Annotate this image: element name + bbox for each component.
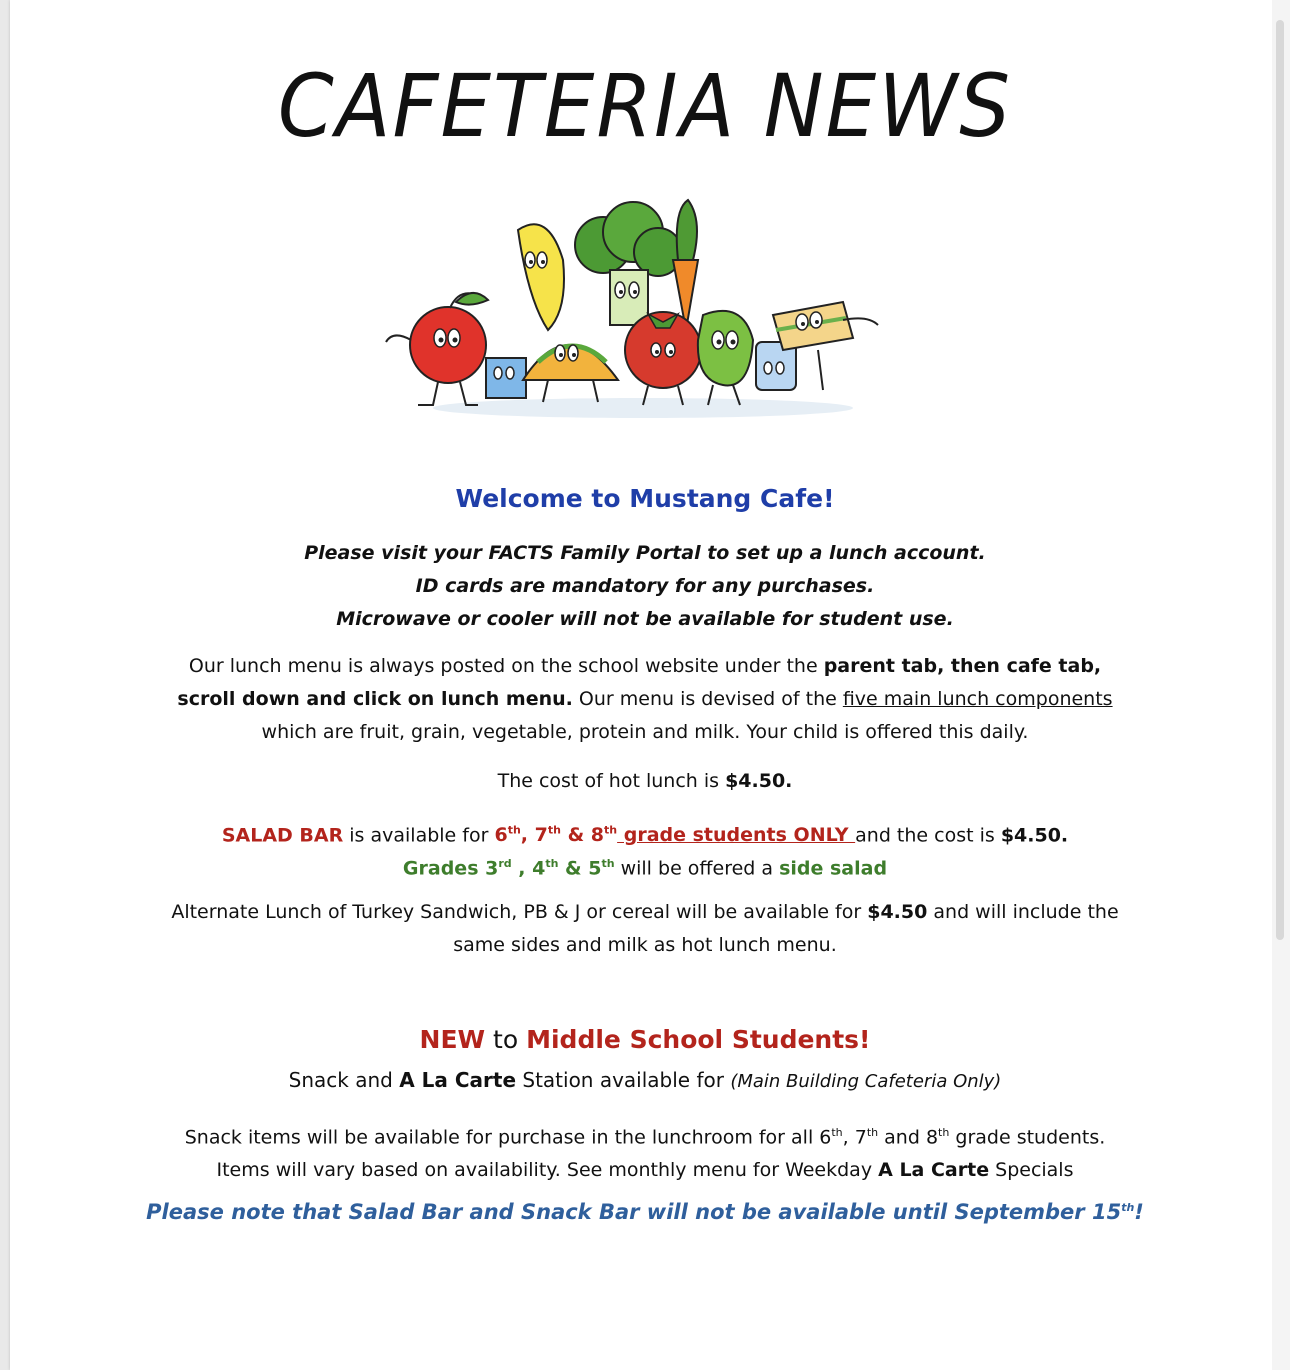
- a-la-carte-label: A La Carte: [399, 1068, 517, 1092]
- grade-suffix: th: [938, 1126, 950, 1139]
- alternate-price: $4.50: [867, 901, 928, 923]
- main-building-note: (Main Building Cafeteria Only): [730, 1071, 1002, 1092]
- middle-school-label: Middle School Students!: [526, 1025, 871, 1054]
- snack-items-text-6: Specials: [989, 1159, 1074, 1182]
- grade-suffix: th: [831, 1126, 843, 1139]
- availability-text: Please note that Salad Bar and Snack Bar will not be available until September 15: [146, 1200, 1122, 1224]
- side-text: will be offered a: [614, 857, 780, 880]
- new-heading: [0, 1025, 1290, 1054]
- menu-text: Our lunch menu is always posted on the school website under the: [188, 655, 824, 677]
- a-la-carte-label: A La Carte: [878, 1159, 990, 1182]
- menu-bold-instruction: scroll down and click on lunch menu.: [177, 688, 573, 710]
- grade-suffix: th: [547, 824, 561, 837]
- menu-text-devised: Our menu is devised of the: [572, 688, 843, 710]
- snack-items-text-3: and 8: [878, 1126, 939, 1149]
- grade-students-only: grade students ONLY: [617, 824, 856, 847]
- menu-bold-location: parent tab, then cafe tab,: [823, 655, 1102, 677]
- alternate-text: Alternate Lunch of Turkey Sandwich, PB & J or cereal will be available for: [171, 901, 868, 923]
- welcome-heading: Welcome to Mustang Cafe!: [455, 484, 835, 513]
- snack-items-text: Snack items will be available for purchase in the lunchroom for all 6: [184, 1126, 832, 1149]
- hot-lunch-cost: [0, 765, 1290, 798]
- menu-components-text: which are fruit, grain, vegetable, protein and milk. Your child is offered this daily.: [261, 721, 1029, 743]
- page-title: CAFETERIA NEWS: [277, 56, 1013, 157]
- salad-bar-label: SALAD BAR: [221, 824, 344, 847]
- grade-8: 8: [590, 824, 605, 847]
- cost-label: The cost of hot lunch is: [497, 770, 726, 792]
- side-grade-4: , 4: [511, 857, 546, 880]
- availability-end: !: [1134, 1200, 1144, 1224]
- alternate-text-3: same sides and milk as hot lunch menu.: [453, 934, 837, 956]
- snack-items-text-2: , 7: [842, 1126, 867, 1149]
- availability-note: [0, 1200, 1290, 1224]
- food-characters-illustration: [378, 190, 908, 425]
- snack-text: Snack and: [288, 1068, 400, 1092]
- grade-suffix: th: [604, 824, 618, 837]
- snack-station-line: [0, 1068, 1290, 1092]
- grade-suffix: th: [545, 857, 559, 870]
- side-grade-3: Grades 3: [402, 857, 499, 880]
- cost-price: $4.50.: [725, 770, 793, 792]
- grade-7: 7: [534, 824, 548, 847]
- scroll-thumb[interactable]: [1276, 20, 1284, 940]
- notice-id-cards: ID cards are mandatory for any purchases.: [415, 575, 875, 597]
- notice-microwave: Microwave or cooler will not be available for student use.: [336, 608, 954, 630]
- grade-suffix: th: [507, 824, 521, 837]
- grade-6: 6: [494, 824, 508, 847]
- salad-price: $4.50.: [1000, 824, 1069, 847]
- five-components-link: five main lunch components: [842, 688, 1113, 710]
- grade-suffix: th: [866, 1126, 879, 1139]
- salad-cost-text: and the cost is: [855, 824, 1001, 847]
- alternate-lunch: [0, 896, 1290, 962]
- grade-suffix: th: [601, 857, 615, 870]
- separator: ,: [520, 824, 535, 847]
- side-salad-label: side salad: [779, 857, 888, 880]
- new-to: to: [485, 1025, 527, 1054]
- grade-suffix: rd: [498, 857, 512, 870]
- snack-text-2: Station available for: [516, 1068, 731, 1092]
- date-suffix: th: [1121, 1201, 1135, 1214]
- alternate-text-2: and will include the: [927, 901, 1119, 923]
- side-grade-5: & 5: [558, 857, 602, 880]
- menu-paragraph: [0, 650, 1290, 749]
- notice-portal: Please visit your FACTS Family Portal to set up a lunch account.: [304, 542, 986, 564]
- snack-items-paragraph: [0, 1116, 1290, 1187]
- snack-items-text-5: Items will vary based on availability. See monthly menu for Weekday: [216, 1159, 879, 1182]
- side-salad-line: [0, 847, 1290, 885]
- separator: &: [560, 824, 591, 847]
- snack-items-text-4: grade students.: [949, 1126, 1106, 1149]
- new-label: NEW: [419, 1025, 486, 1054]
- salad-text: is available for: [343, 824, 495, 847]
